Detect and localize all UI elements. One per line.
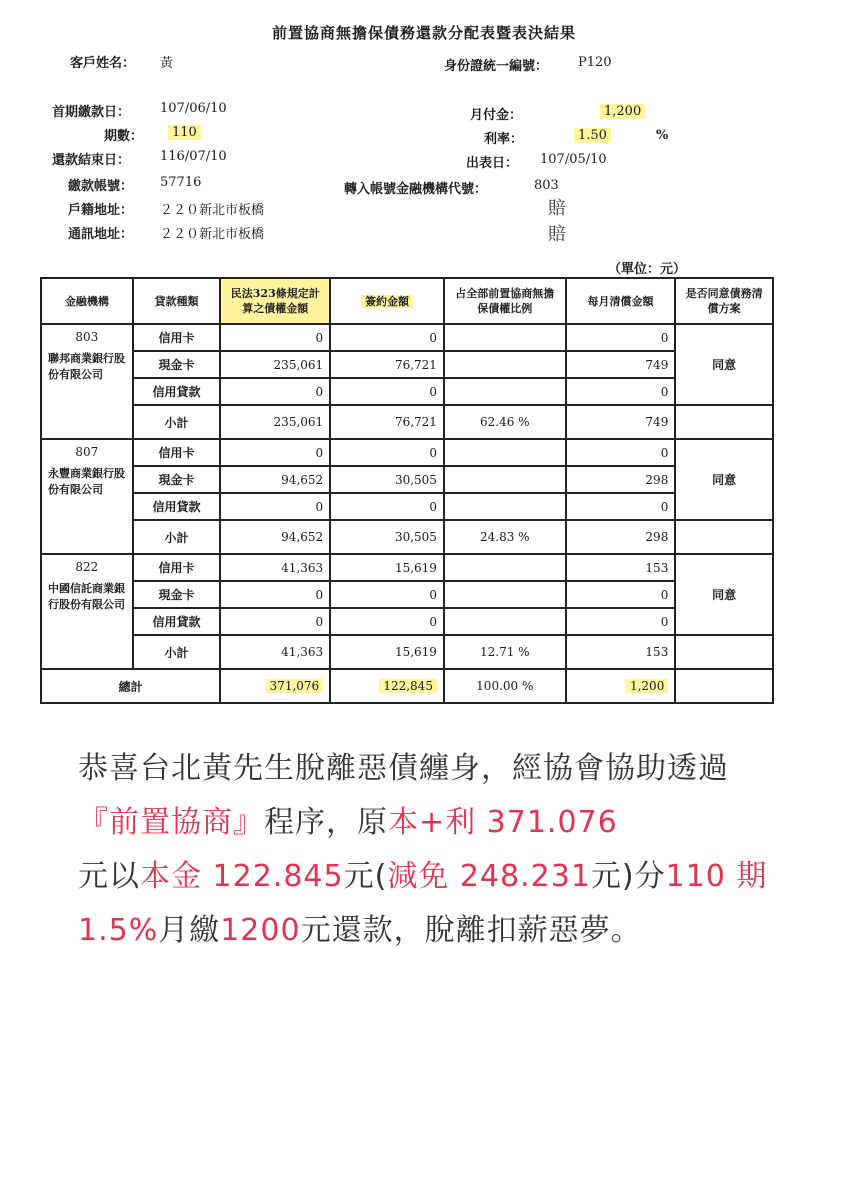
mail-address-value: ２２０新北市板橋 — [160, 227, 265, 242]
account-label: 繳款帳號： — [68, 179, 134, 194]
total-signed-value: 122,845 — [379, 679, 437, 693]
signed-amount: 15,619 — [330, 635, 444, 669]
table-row — [41, 378, 773, 405]
success-note — [78, 742, 778, 958]
ratio — [444, 378, 566, 405]
unit-label: （單位：元） — [608, 262, 687, 277]
ratio — [444, 608, 566, 635]
first-pay-value: 107/06/10 — [160, 101, 227, 116]
table-row — [41, 608, 773, 635]
loan-type: 信用卡 — [133, 554, 221, 581]
total-monthly — [566, 669, 676, 703]
monthly-amount: 298 — [566, 520, 676, 554]
bank-code: 822 — [75, 560, 99, 574]
signed-amount: 0 — [330, 324, 444, 351]
loan-type: 小計 — [133, 520, 221, 554]
id-label: 身份證統一編號： — [444, 59, 549, 74]
total-claim — [220, 669, 330, 703]
table-row — [41, 466, 773, 493]
subtotal-row — [41, 520, 773, 554]
signed-amount: 0 — [330, 378, 444, 405]
monthly-label: 月付金： — [470, 108, 523, 123]
signed-amount: 0 — [330, 493, 444, 520]
bank-name: 永豐商業銀行股份有限公司 — [48, 467, 125, 496]
table-row — [41, 554, 773, 581]
monthly-amount: 749 — [566, 351, 676, 378]
monthly-amount: 153 — [566, 554, 676, 581]
issue-date-value: 107/05/10 — [540, 152, 607, 167]
bank-cell — [41, 554, 133, 669]
repayment-table — [40, 277, 774, 704]
loan-type: 信用貸款 — [133, 608, 221, 635]
monthly-amount: 0 — [566, 439, 676, 466]
end-date-label: 還款結束日： — [52, 153, 131, 168]
id-value: P120 — [578, 55, 612, 70]
agree-empty-cell — [675, 520, 773, 554]
ratio — [444, 351, 566, 378]
household-address-label: 戶籍地址： — [68, 203, 134, 218]
first-pay-label: 首期繳款日： — [52, 105, 131, 120]
name-value: 黃 — [160, 56, 174, 71]
total-ratio: 100.00 % — [444, 669, 566, 703]
agree-empty-cell — [675, 405, 773, 439]
table-header-row — [41, 278, 773, 324]
table-row — [41, 581, 773, 608]
monthly-amount: 0 — [566, 378, 676, 405]
name-label: 客戶姓名： — [70, 56, 136, 71]
agree-status: 同意 — [675, 554, 773, 635]
ratio — [444, 581, 566, 608]
total-row — [41, 669, 773, 703]
table-row — [41, 439, 773, 466]
bank-cell — [41, 439, 133, 554]
bank-cell — [41, 324, 133, 439]
note-text: 恭喜台北黃先生脫離惡債纏身，經協會協助透過 — [78, 751, 729, 786]
subtotal-row — [41, 405, 773, 439]
header-loan-type: 貸款種類 — [133, 278, 221, 324]
header-claim-amount: 民法323條規定計算之債權金額 — [220, 278, 330, 324]
bank-name: 聯邦商業銀行股份有限公司 — [48, 352, 125, 381]
note-text: 月繳 — [158, 913, 221, 948]
total-signed — [330, 669, 444, 703]
header-agree: 是否同意債務清償方案 — [675, 278, 773, 324]
note-text: 元( — [343, 859, 388, 894]
header-signed-amount-text: 簽約金額 — [361, 295, 413, 308]
monthly-amount: 749 — [566, 405, 676, 439]
note-highlight: 本金 122.845 — [140, 859, 344, 894]
loan-type: 現金卡 — [133, 466, 221, 493]
header-institution: 金融機構 — [41, 278, 133, 324]
claim-amount: 41,363 — [220, 554, 330, 581]
ratio: 12.71 % — [444, 635, 566, 669]
monthly-amount: 0 — [566, 608, 676, 635]
ratio — [444, 439, 566, 466]
header-monthly: 每月清償金額 — [566, 278, 676, 324]
signed-amount: 30,505 — [330, 466, 444, 493]
agree-status: 同意 — [675, 439, 773, 520]
bank-name: 中國信託商業銀行股份有限公司 — [48, 582, 125, 611]
note-text: 程序，原 — [264, 805, 388, 840]
note-text: 元還款，脫離扣薪惡夢。 — [300, 913, 642, 948]
ratio: 24.83 % — [444, 520, 566, 554]
monthly-amount: 0 — [566, 581, 676, 608]
table-row — [41, 351, 773, 378]
table-row — [41, 324, 773, 351]
claim-amount: 94,652 — [220, 466, 330, 493]
rate-value: 1.50 — [574, 128, 611, 143]
total-monthly-value: 1,200 — [626, 679, 668, 693]
loan-type: 現金卡 — [133, 351, 221, 378]
household-address-value: ２２０新北市板橋 — [160, 203, 265, 218]
loan-type: 信用卡 — [133, 439, 221, 466]
header-signed-amount — [330, 278, 444, 324]
signature-mark: 賠 賠 — [548, 198, 566, 245]
note-highlight: 本+利 371.076 — [388, 805, 618, 840]
signed-amount: 0 — [330, 608, 444, 635]
periods-value: 110 — [168, 125, 201, 140]
note-highlight: 『前置協商』 — [78, 805, 264, 840]
ratio — [444, 466, 566, 493]
claim-amount: 235,061 — [220, 351, 330, 378]
end-date-value: 116/07/10 — [160, 149, 227, 164]
account-value: 57716 — [160, 175, 202, 190]
loan-type: 信用貸款 — [133, 493, 221, 520]
total-empty-cell — [675, 669, 773, 703]
claim-amount: 0 — [220, 493, 330, 520]
signed-amount: 15,619 — [330, 554, 444, 581]
issue-date-label: 出表日： — [466, 156, 519, 171]
note-text: 元)分 — [590, 859, 666, 894]
bank-code-value: 803 — [534, 178, 559, 193]
claim-amount: 41,363 — [220, 635, 330, 669]
loan-type: 小計 — [133, 635, 221, 669]
signed-amount: 0 — [330, 581, 444, 608]
bank-code: 807 — [75, 445, 99, 459]
subtotal-row — [41, 635, 773, 669]
ratio — [444, 324, 566, 351]
claim-amount: 94,652 — [220, 520, 330, 554]
note-highlight: 減免 248.231 — [387, 859, 591, 894]
loan-type: 信用貸款 — [133, 378, 221, 405]
total-claim-value: 371,076 — [266, 679, 324, 693]
claim-amount: 0 — [220, 324, 330, 351]
bank-code: 803 — [75, 330, 99, 344]
periods-label: 期數： — [104, 129, 144, 144]
document-title: 前置協商無擔保債務還款分配表暨表決結果 — [271, 24, 576, 42]
signed-amount: 0 — [330, 439, 444, 466]
monthly-amount: 0 — [566, 493, 676, 520]
signed-amount: 30,505 — [330, 520, 444, 554]
note-text: 元以 — [78, 859, 140, 894]
rate-label: 利率： — [484, 132, 524, 147]
claim-amount: 0 — [220, 581, 330, 608]
ratio — [444, 554, 566, 581]
ratio — [444, 493, 566, 520]
signed-amount: 76,721 — [330, 405, 444, 439]
claim-amount: 0 — [220, 608, 330, 635]
mail-address-label: 通訊地址： — [68, 227, 134, 242]
total-label: 總計 — [41, 669, 220, 703]
agree-empty-cell — [675, 635, 773, 669]
signed-amount: 76,721 — [330, 351, 444, 378]
header-ratio: 占全部前置協商無擔保債權比例 — [444, 278, 566, 324]
table-row — [41, 493, 773, 520]
ratio: 62.46 % — [444, 405, 566, 439]
monthly-amount: 298 — [566, 466, 676, 493]
claim-amount: 0 — [220, 439, 330, 466]
loan-type: 信用卡 — [133, 324, 221, 351]
note-highlight: 1200 — [220, 913, 301, 948]
agree-status: 同意 — [675, 324, 773, 405]
monthly-amount: 153 — [566, 635, 676, 669]
loan-type: 小計 — [133, 405, 221, 439]
monthly-value: 1,200 — [600, 104, 645, 119]
bank-code-label: 轉入帳號金融機構代號： — [344, 182, 488, 197]
note-highlight: 110 期 1.5% — [78, 859, 768, 948]
claim-amount: 0 — [220, 378, 330, 405]
loan-type: 現金卡 — [133, 581, 221, 608]
claim-amount: 235,061 — [220, 405, 330, 439]
monthly-amount: 0 — [566, 324, 676, 351]
rate-unit: % — [656, 128, 669, 143]
